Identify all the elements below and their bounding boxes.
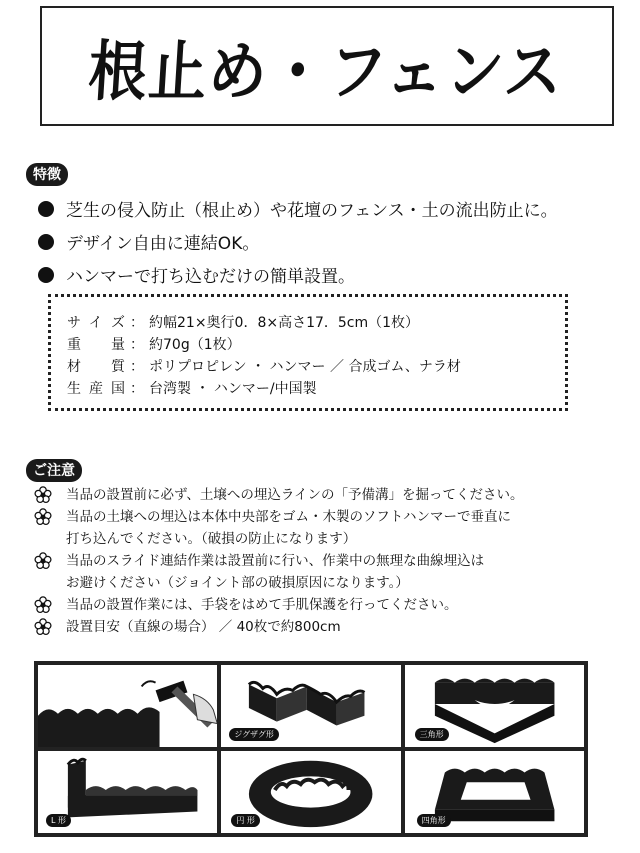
spec-label: サイズ (67, 315, 125, 331)
flower-icon (34, 486, 52, 504)
spec-row (67, 311, 565, 333)
flower-icon (34, 596, 52, 614)
spec-colon: ： (130, 359, 144, 375)
spec-row (67, 333, 565, 355)
spec-label: 重 量 (67, 337, 125, 353)
shape-label: 四角形 (417, 814, 451, 827)
spec-value: 約幅21×奥行0．8×高さ17．5cm（1枚） (149, 315, 420, 331)
bullet-icon (38, 234, 54, 250)
triangle-fence-photo (405, 665, 584, 747)
spec-colon: ： (130, 337, 144, 353)
shape-label: 三角形 (415, 728, 449, 741)
spec-value: 台湾製 ・ ハンマー/中国製 (149, 381, 317, 397)
square-fence-photo (405, 751, 584, 833)
feature-text: 芝生の侵入防止（根止め）や花壇のフェンス・土の流出防止に。 (66, 201, 558, 221)
shape-label: L 形 (46, 814, 71, 827)
caution-item (34, 616, 624, 638)
spec-box (48, 294, 568, 411)
spec-colon: ： (130, 381, 144, 397)
spec-label: 材 質 (67, 359, 125, 375)
caution-text: 当品のスライド連結作業は設置前に行い、作業中の無理な曲線埋込は お避けください（ジョイント部の破損原因になります。） (66, 553, 485, 591)
hammer-fence-photo (38, 665, 217, 747)
features-badge: 特徴 (26, 163, 68, 186)
l-shape-fence-photo (38, 751, 217, 833)
bullet-icon (38, 201, 54, 217)
circle-fence-photo (221, 751, 400, 833)
flower-icon (34, 552, 52, 570)
spec-row (67, 377, 565, 399)
caution-text: 設置目安（直線の場合） ／ 40枚で約800cm (66, 619, 341, 635)
title-box (40, 6, 614, 126)
caution-item (34, 550, 624, 594)
flower-icon (34, 618, 52, 636)
feature-list (38, 192, 628, 291)
flower-icon (34, 508, 52, 526)
feature-item (38, 258, 628, 291)
caution-list (34, 484, 624, 638)
spec-value: ポリプロピレン ・ ハンマー ／ 合成ゴム、ナラ材 (149, 359, 461, 375)
caution-text: 当品の土壌への埋込は本体中央部をゴム・木製のソフトハンマーで垂直に 打ち込んでください。（破損の防止になります） (66, 509, 511, 547)
caution-text: 当品の設置前に必ず、土壌への埋込ラインの「予備溝」を掘ってください。 (66, 487, 524, 503)
bullet-icon (38, 267, 54, 283)
caution-item (34, 594, 624, 616)
shape-label: 円 形 (231, 814, 260, 827)
page-title: 根止め・フェンス (86, 33, 567, 110)
feature-text: デザイン自由に連結OK。 (66, 234, 260, 254)
spec-label: 生産国 (67, 381, 125, 397)
spec-value: 約70g（1枚） (149, 337, 241, 353)
caution-badge: ご注意 (26, 459, 82, 482)
zigzag-fence-photo (221, 665, 400, 747)
caution-item (34, 506, 624, 550)
caution-item (34, 484, 624, 506)
shape-label: ジグザグ形 (229, 728, 279, 741)
feature-item (38, 225, 628, 258)
shape-examples-grid (34, 661, 588, 837)
spec-colon: ： (130, 315, 144, 331)
feature-item (38, 192, 628, 225)
feature-text: ハンマーで打ち込むだけの簡単設置。 (66, 267, 355, 287)
spec-row (67, 355, 565, 377)
caution-text: 当品の設置作業には、手袋をはめて手肌保護を行ってください。 (66, 597, 458, 613)
